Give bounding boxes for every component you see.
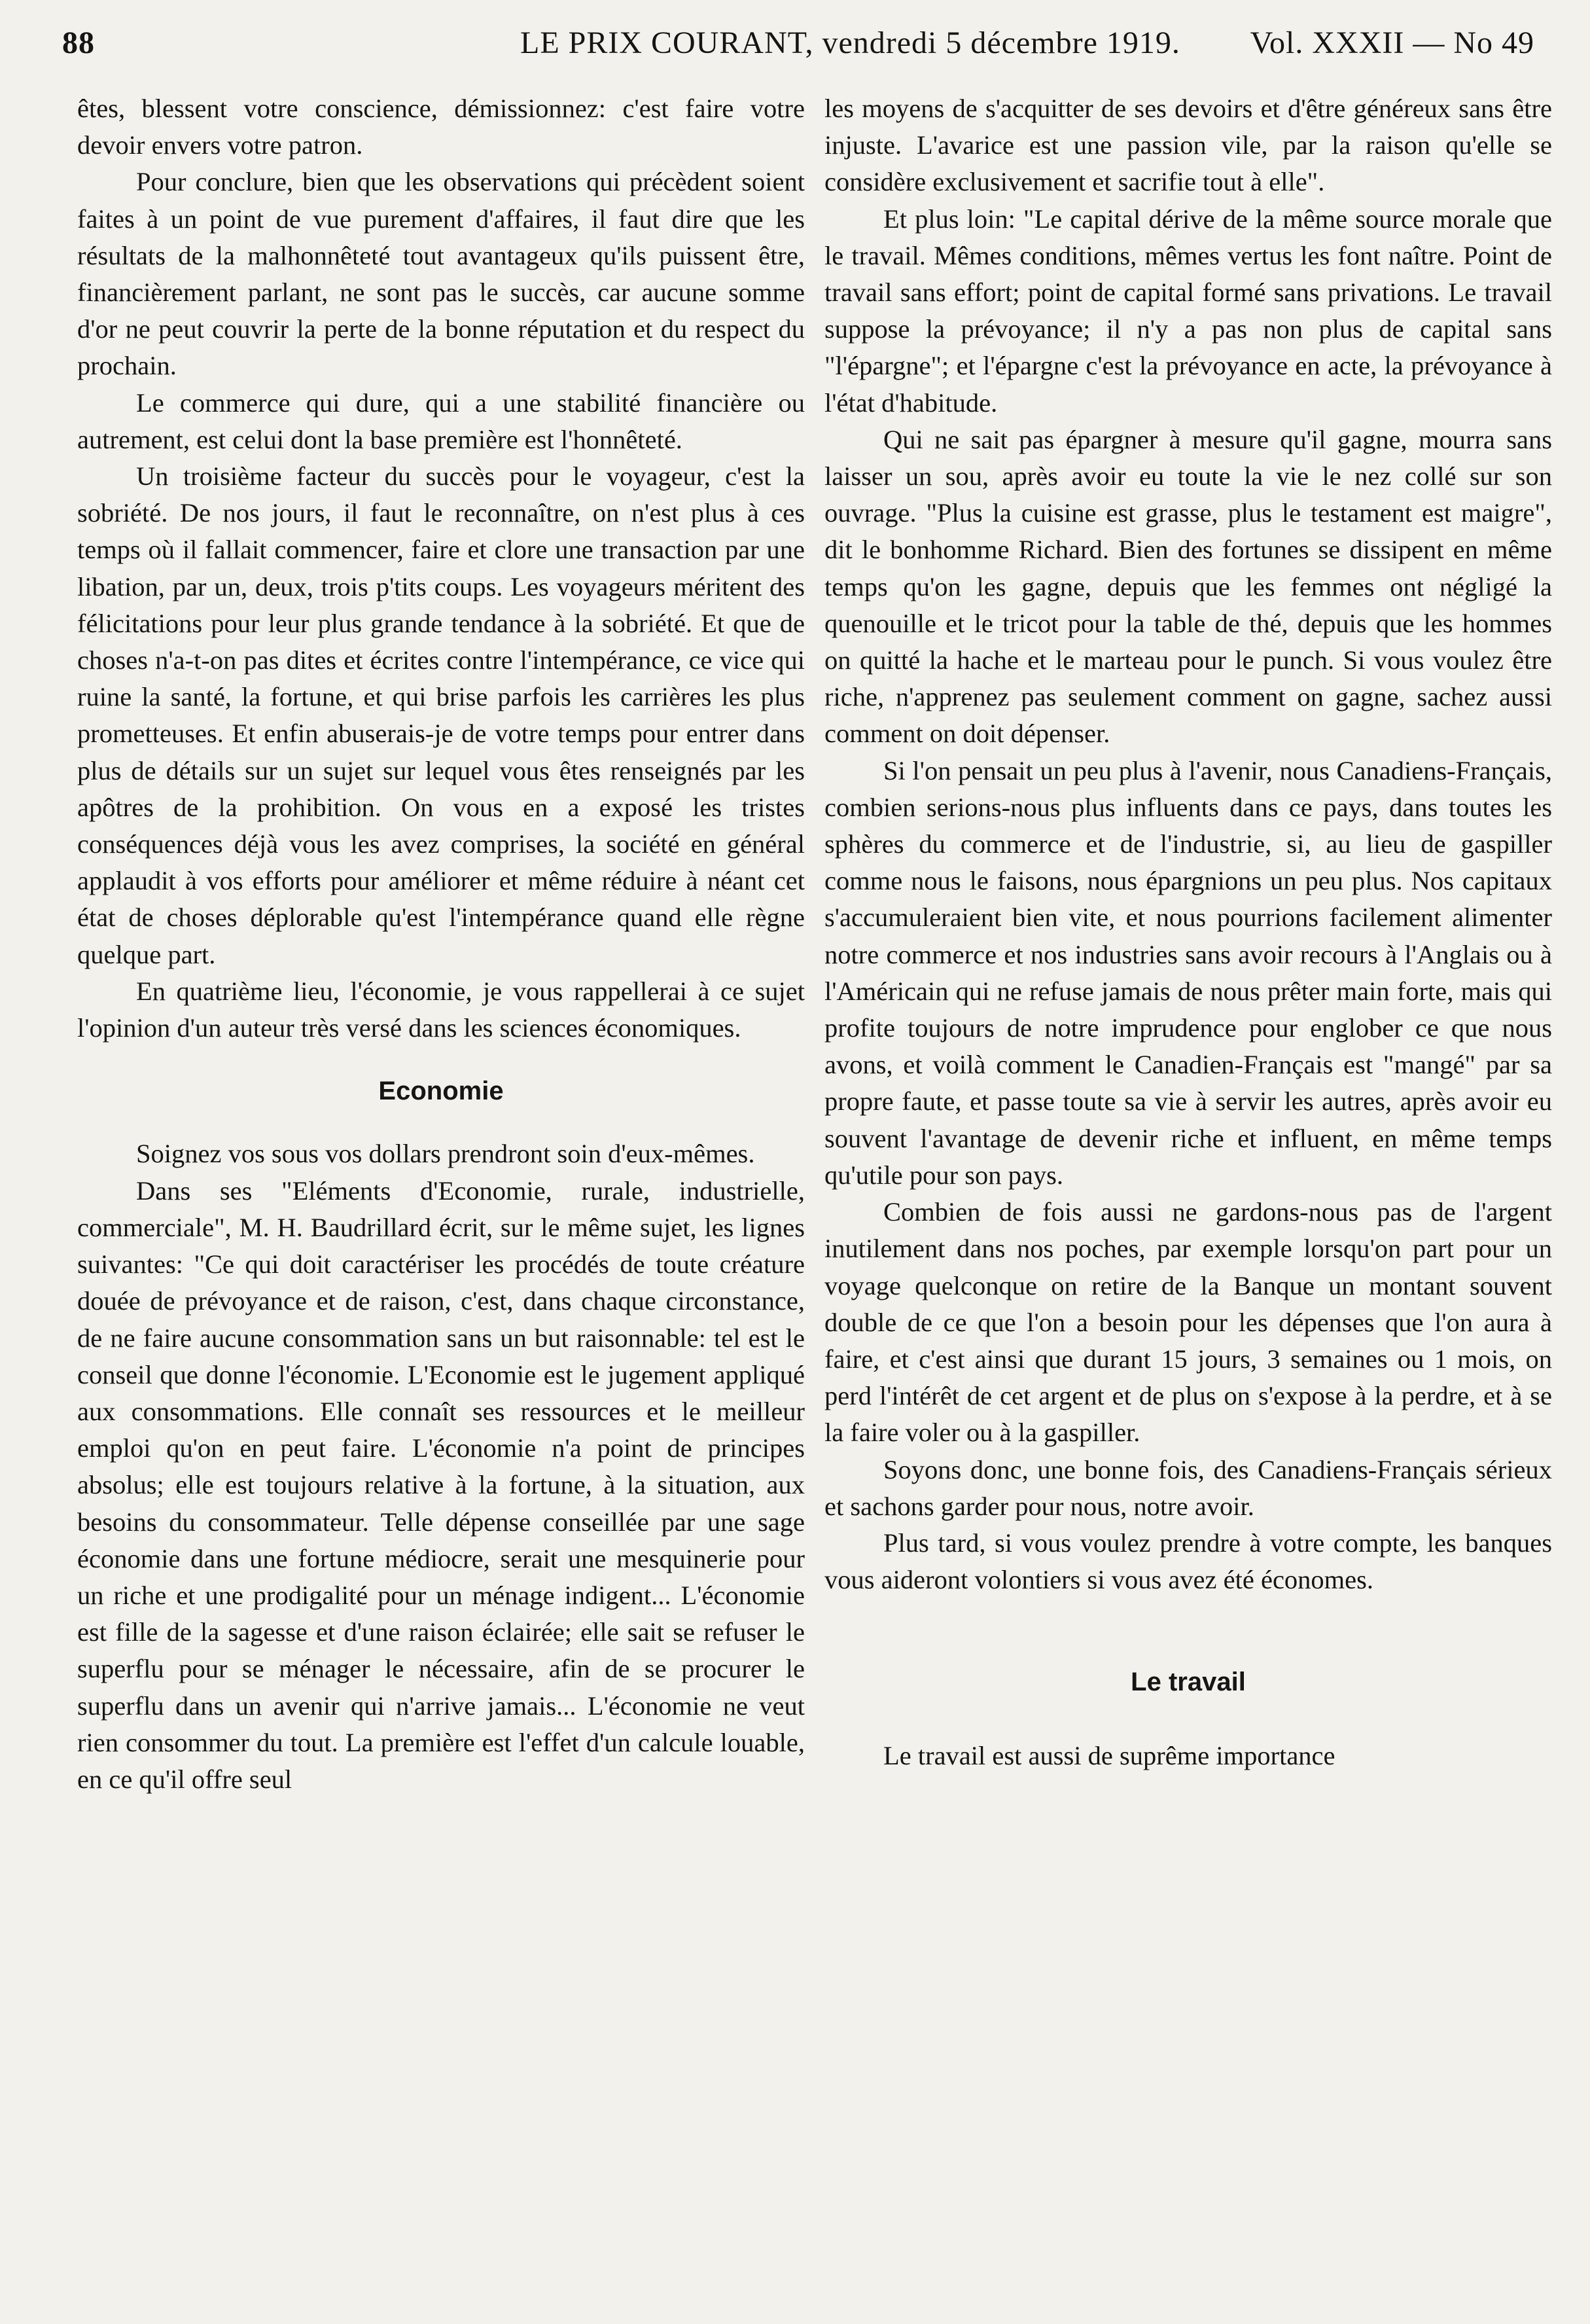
paragraph: Dans ses "Eléments d'Economie, rurale, industrielle, commerciale", M. H. Baudrillard écrit, sur le même sujet, les lignes suivantes: "Ce qui doit caractériser les procédés de toute créature douée de prévoyance et de raison, c'est, dans chaque circonstance, de ne faire aucune consommation sans un but raisonnable: tel est le conseil que donne l'économie. L'Economie est le jugement appliqué aux consommations. Elle connaît ses ressources et le meilleur emploi qu'on en peut faire. L'économie n'a point de principes absolus; elle est toujours relative à la fortune, à la situation, aux besoins du consommateur. Telle dépense conseillée par une sage économie dans une fortune médiocre, serait une mesquinerie pour un riche et une prodigalité pour un ménage indigent... L'économie est fille de la sagesse et d'une raison éclairée; elle sait se refuser le superflu pour se ménager le nécessaire, afin de se procurer le superflu dans un avenir qui n'arrive jamais... L'économie ne veut rien consommer du tout. La première est l'effet d'un calcule louable, en ce qu'il offre seul — [77, 1175, 805, 1794]
paragraph: Soignez vos sous vos dollars prendront soin d'eux-mêmes. — [136, 1139, 755, 1169]
section-heading-economie: Economie — [378, 1077, 504, 1106]
paragraph: êtes, blessent votre conscience, démissionnez: c'est faire votre devoir envers votre patron. — [77, 94, 805, 160]
section-heading-travail: Le travail — [1131, 1668, 1246, 1697]
paragraph: Combien de fois aussi ne gardons-nous pas de l'argent inutilement dans nos poches, par exemple lorsqu'on part pour un voyage quelconque on retire de la Banque un montant souvent double de ce que l'on a besoin pour les dépenses que l'on aura à faire, et c'est ainsi que durant 15 jours, 3 semaines ou 1 mois, on perd l'intérêt de cet argent et de plus on s'expose à la perdre, et à se la faire voler ou à la gaspiller. — [824, 1197, 1552, 1448]
page-number: 88 — [62, 26, 95, 60]
paragraph: les moyens de s'acquitter de ses devoirs et d'être généreux sans être injuste. L'avarice est une passion vile, par la raison qu'elle se considère exclusivement et sacrifie tout à elle". — [824, 94, 1552, 197]
left-column — [77, 90, 805, 1798]
right-column — [824, 90, 1552, 1774]
paragraph: Qui ne sait pas épargner à mesure qu'il gagne, mourra sans laisser un sou, après avoir eu toute la vie le nez collé sur son ouvrage. "Plus la cuisine est grasse, plus le testament est maigre", dit le bonhomme Richard. Bien des fortunes se dissipent en même temps qu'on les gagne, depuis que les femmes ont négligé la quenouille et le tricot pour la table de thé, depuis que les hommes on quitté la hache et le marteau pour le punch. Si vous voulez être riche, n'apprenez pas seulement comment on gagne, sachez aussi comment on doit dépenser. — [824, 424, 1552, 749]
paragraph: Un troisième facteur du succès pour le voyageur, c'est la sobriété. De nos jours, il faut le reconnaître, on n'est plus à ces temps où il fallait commencer, faire et clore une transaction par une libation, par un, deux, trois p'tits coups. Les voyageurs méritent des félicitations pour leur plus grande tendance à la sobriété. Et que de choses n'a-t-on pas dites et écrites contre l'intempérance, ce vice qui ruine la santé, la fortune, et qui brise parfois les carrières les plus prometteuses. Et enfin abuserais-je de votre temps pour entrer dans plus de détails sur un sujet sur lequel vous êtes renseignés par les apôtres de la prohibition. On vous en a exposé les tristes conséquences déjà vous les avez comprises, la société en général applaudit à vos efforts pour améliorer et même réduire à néant cet état de choses déplorable qu'est l'intempérance quand elle règne quelque part. — [77, 461, 805, 969]
publication-title: LE PRIX COURANT, vendredi 5 décembre 1919. — [520, 26, 1180, 60]
page-header — [62, 25, 1534, 77]
paragraph: Pour conclure, bien que les observations qui précèdent soient faites à un point de vue purement d'affaires, il faut dire que les résultats de la malhonnêteté tout avantageux qu'ils puissent être, financièrement parlant, ne sont pas le succès, car aucune somme d'or ne peut couvrir la perte de la bonne réputation et du respect du prochain. — [77, 167, 805, 381]
paragraph: Si l'on pensait un peu plus à l'avenir, nous Canadiens-Français, combien serions-nous plus influents dans ce pays, dans toutes les sphères du commerce et de l'industrie, si, au lieu de gaspiller comme nous le faisons, nous épargnions un peu plus. Nos capitaux s'accumuleraient bien vite, et nous pourrions facilement alimenter notre commerce et nos industries sans avoir recours à l'Anglais ou à l'Américain qui ne refuse jamais de nous prêter main forte, mais qui profite toujours de notre imprudence pour englober ce que nous avons, et voilà comment le Canadien-Français est "mangé" par sa propre faute, et passe toute sa vie à servir les autres, après avoir eu souvent l'avantage de devenir riche et influent, en même temps qu'utile pour son pays. — [824, 755, 1552, 1190]
paragraph: Le travail est aussi de suprême importance — [883, 1740, 1335, 1770]
paragraph: Le commerce qui dure, qui a une stabilité financière ou autrement, est celui dont la base première est l'honnêteté. — [77, 387, 805, 454]
paragraph: En quatrième lieu, l'économie, je vous rappellerai à ce sujet l'opinion d'un auteur très versé dans les sciences économiques. — [77, 976, 805, 1043]
volume-number: Vol. XXXII — No 49 — [1250, 26, 1534, 60]
paragraph: Soyons donc, une bonne fois, des Canadiens-Français sérieux et sachons garder pour nous, notre avoir. — [824, 1454, 1552, 1521]
paragraph: Plus tard, si vous voulez prendre à votre compte, les banques vous aideront volontiers si vous avez été économes. — [824, 1528, 1552, 1595]
paragraph: Et plus loin: "Le capital dérive de la même source morale que le travail. Mêmes conditions, mêmes vertus les font naître. Point de travail sans effort; point de capital formé sans privations. Le travail suppose la prévoyance; il n'y a pas non plus de capital sans "l'épargne"; et l'épargne c'est la prévoyance en acte, la prévoyance à l'état d'habitude. — [824, 204, 1552, 418]
